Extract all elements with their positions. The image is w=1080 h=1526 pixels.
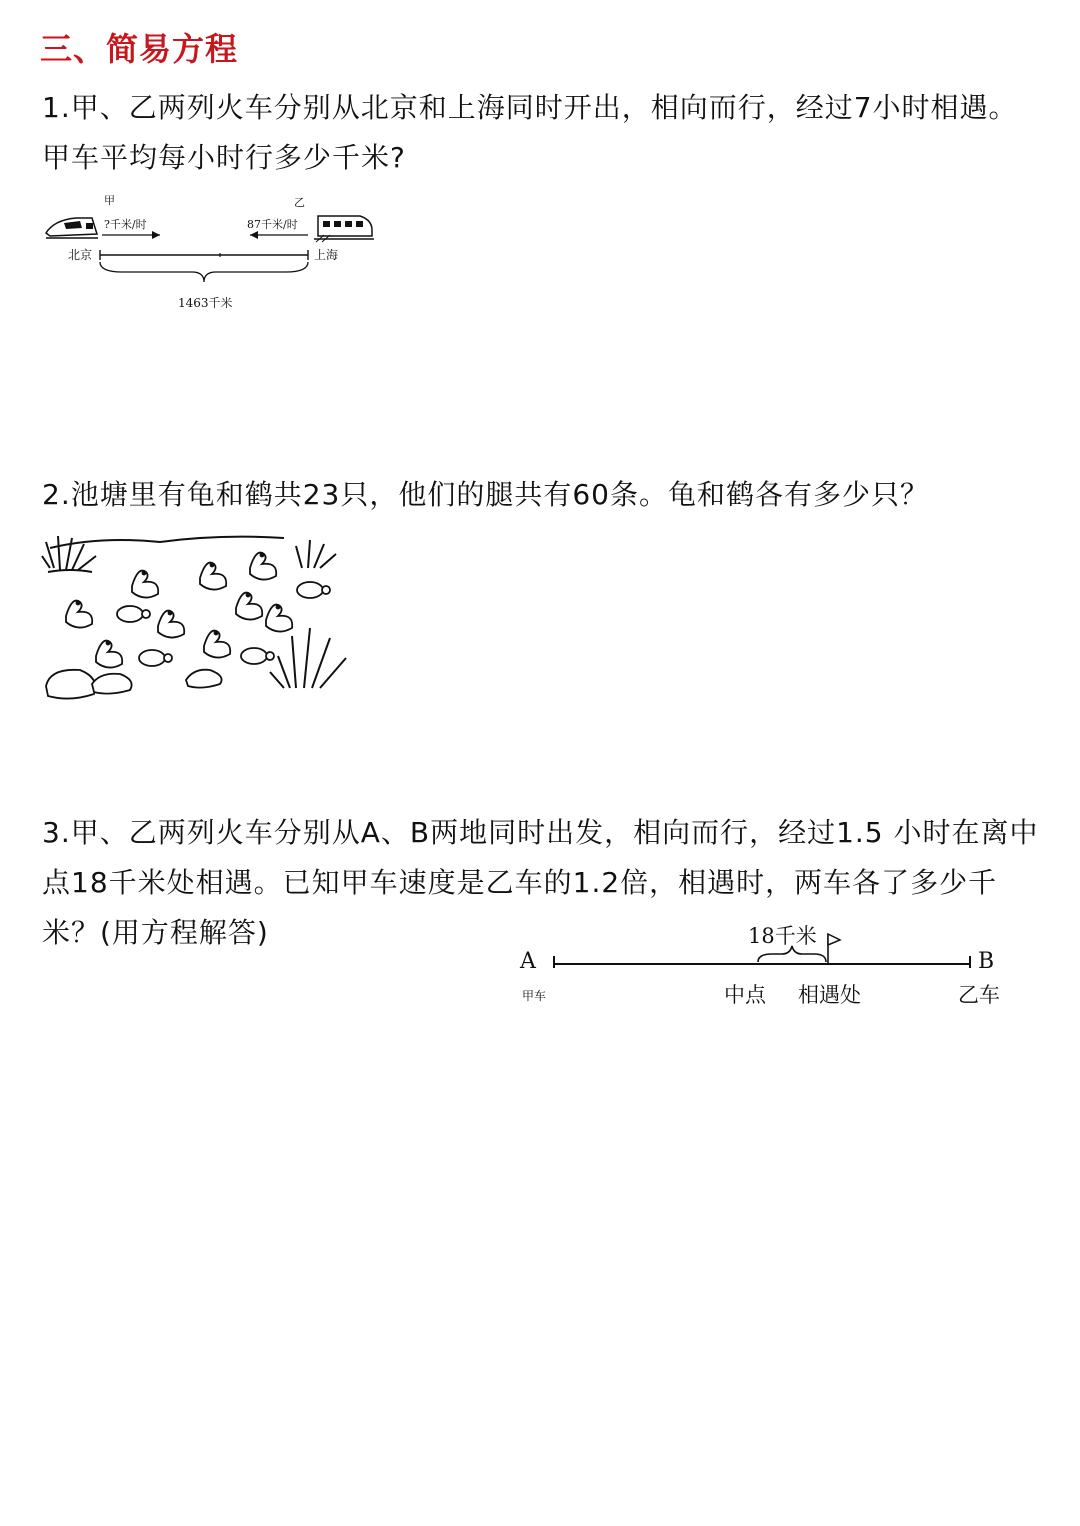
crane-icon <box>266 605 292 632</box>
midpoint-label: 中点 <box>724 983 766 1007</box>
question-3-text: 3.甲、乙两列火车分别从A、B两地同时出发，相向而行，经过1.5 小时在离中点18千米处相遇。已知甲车速度是乙车的1.2倍，相遇时，两车各了多少千米？(用方程解答) <box>42 816 1039 949</box>
flag-icon <box>828 934 840 964</box>
train-icon <box>314 216 374 242</box>
bullet-train-icon <box>46 218 98 238</box>
rock-icon <box>92 674 132 694</box>
crane-icon <box>96 641 122 668</box>
question-2-pond-figure <box>40 528 360 718</box>
crane-icon <box>200 563 226 590</box>
crane-icon <box>250 553 276 580</box>
crane-icon <box>132 571 158 598</box>
gap-brace <box>758 946 826 962</box>
label-yi: 乙 <box>294 196 305 209</box>
turtle-icon <box>117 606 150 622</box>
speed-jia: ?千米/时 <box>104 218 147 231</box>
meeting-label: 相遇处 <box>798 983 861 1007</box>
rock-icon <box>186 670 222 688</box>
crane-icon <box>236 593 262 620</box>
question-1-text: 1.甲、乙两列火车分别从北京和上海同时开出，相向而行，经过7小时相遇。 甲车平均每小时行多少千米? <box>42 91 1018 174</box>
section-title: 三、简易方程 <box>40 30 239 68</box>
grass-icon <box>296 540 336 568</box>
place-shanghai: 上海 <box>314 248 339 262</box>
grass-icon <box>270 628 346 688</box>
point-b: B <box>978 949 995 974</box>
question-2-text: 2.池塘里有龟和鹤共23只，他们的腿共有60条。龟和鹤各有多少只？ <box>42 478 929 511</box>
car-yi: 乙车 <box>958 983 1000 1007</box>
point-a: A <box>520 949 536 974</box>
turtle-icon <box>139 650 172 666</box>
crane-icon <box>66 601 92 628</box>
rock-icon <box>46 670 95 699</box>
arrow-right-icon <box>102 231 160 239</box>
crane-icon <box>204 631 230 658</box>
pond-edge <box>50 537 284 548</box>
gap-label: 18千米 <box>748 924 817 948</box>
distance-label: 1463千米 <box>178 296 233 310</box>
arrow-left-icon <box>250 231 308 239</box>
question-3-figure <box>490 912 1010 1020</box>
distance-brace <box>100 262 308 282</box>
speed-yi: 87千米/时 <box>247 218 298 231</box>
question-1-figure <box>42 190 382 315</box>
crane-icon <box>158 611 184 638</box>
place-beijing: 北京 <box>68 248 93 262</box>
turtle-icon <box>241 648 274 664</box>
label-jia: 甲 <box>104 194 115 207</box>
car-jia: 甲车 <box>522 989 547 1003</box>
turtle-icon <box>297 582 330 598</box>
